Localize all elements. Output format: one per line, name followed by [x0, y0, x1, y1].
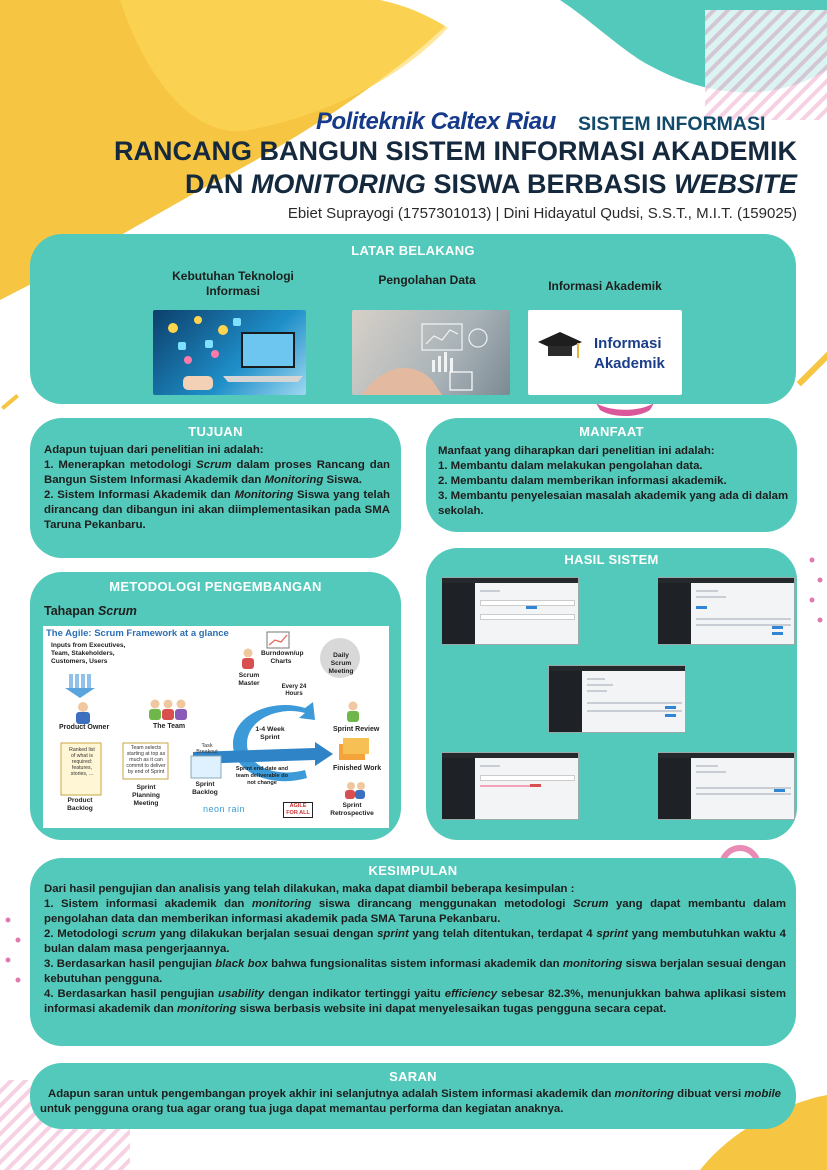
image-caption: Akademik	[594, 355, 665, 372]
diagram-label-finished-work: Finished Work	[333, 765, 382, 772]
data-processing-image	[352, 310, 510, 395]
tujuan-title: TUJUAN	[188, 424, 243, 439]
diagram-label-sprint-backlog: Sprint Backlog	[192, 781, 218, 796]
system-screenshot	[441, 752, 579, 820]
lb-item-label: Pengolahan Data	[378, 273, 476, 287]
system-screenshot	[548, 665, 686, 733]
hasil-sistem-title: HASIL SISTEM	[564, 552, 659, 567]
image-caption: Informasi	[594, 335, 662, 352]
kesimpulan-title: KESIMPULAN	[368, 863, 458, 878]
diagram-brand-agile: AGILE FOR ALL	[283, 802, 313, 818]
scrum-framework-diagram	[43, 626, 389, 828]
kesimpulan-panel	[30, 858, 796, 1046]
saran-text: Adapun saran untuk pengembangan proyek akhir ini selanjutnya adalah Sistem informasi akademik dan monitoring dibuat versi mobile untuk pengguna orang tua agar orang tua juga dapat memantau performa dan kegiatan anaknya.	[40, 1088, 781, 1115]
diagram-label-sprint-planning: Sprint Planning Meeting	[132, 784, 160, 807]
system-screenshot	[441, 577, 579, 645]
manfaat-title: MANFAAT	[579, 424, 644, 439]
system-screenshot	[657, 577, 795, 645]
institution-logo: Politeknik Caltex Riau	[316, 108, 556, 135]
poster-title-line2: DAN MONITORING SISWA BERBASIS WEBSITE	[184, 169, 797, 199]
diagram-brand-neon-rain: neon rain	[203, 804, 246, 814]
technology-image	[153, 310, 306, 395]
authors: Ebiet Suprayogi (1757301013) | Dini Hidayatul Qudsi, S.S.T., M.I.T. (159025)	[287, 205, 797, 222]
diagram-label-scrum-master: Scrum Master	[238, 672, 260, 687]
tujuan-text: Adapun tujuan dari penelitian ini adalah: 1. Menerapkan metodologi Scrum dalam proses Rancang dan Bangun Sistem Informasi Akademik dan Monitoring Siswa. 2. Sistem Informasi Akademik dan Monitoring Siswa yang telah dirancang dan dibangun ini akan diimplementasikan pada SMA Taruna Pekanbaru.	[44, 444, 390, 531]
diagram-label-every-24: Every 24 Hours	[281, 684, 307, 697]
diagram-label-ranked-list: Ranked list of what is required: features, stories, ...	[69, 747, 95, 777]
diagram-label-product-owner: Product Owner	[59, 724, 110, 731]
diagram-label-burndown: Burndown/up Charts	[261, 650, 304, 665]
manfaat-panel	[426, 418, 797, 532]
diagram-label-daily-scrum: Daily Scrum Meeting	[328, 652, 354, 675]
diagram-label-team: The Team	[153, 723, 186, 730]
program-name: SISTEM INFORMASI	[578, 113, 766, 135]
lb-item-label: Kebutuhan Teknologi Informasi	[172, 269, 294, 298]
diagram-label-sprint-end: Sprint end date and team deliverable do not change	[235, 766, 289, 786]
diagram-label-sprint-retro: Sprint Retrospective	[330, 802, 374, 817]
diagram-label-team-selects: Team selects starting at top as much as it can commit to deliver by end of Sprint	[126, 745, 166, 775]
latar-belakang-title: LATAR BELAKANG	[351, 243, 475, 258]
informasi-akademik-image	[528, 310, 682, 395]
tujuan-panel	[30, 418, 401, 558]
system-screenshot	[657, 752, 795, 820]
poster-title-line1: RANCANG BANGUN SISTEM INFORMASI AKADEMIK	[114, 136, 797, 166]
manfaat-text: Manfaat yang diharapkan dari penelitian ini adalah: 1. Membantu dalam melakukan pengolahan data. 2. Membantu dalam memberikan informasi akademik. 3. Membantu penyelesaian masalah akademik yang ada di dalam sekolah.	[438, 445, 789, 517]
diagram-label-task-breakout: Task Breakout	[196, 743, 218, 755]
diagram-heading: The Agile: Scrum Framework at a glance	[46, 628, 229, 639]
kesimpulan-text: Dari hasil pengujian dan analisis yang telah dilakukan, maka dapat diambil beberapa kesimpulan : 1. Sistem informasi akademik dan monitoring siswa dirancang menggunakan metodologi Scrum yang dapat membantu dalam pengolahan data dan memberikan informasi akademik pada SMA Taruna Pekanbaru. 2. Metodologi scrum yang dilakukan berjalan sesuai dengan sprint yang telah ditentukan, terdapat 4 sprint yang membutuhkan waktu 4 bulan dalam masa pengerjaannya. 3. Berdasarkan hasil pengujian black box bahwa fungsionalitas sistem informasi akademik dan monitoring siswa berjalan sesuai dengan kebutuhan pengguna. 4. Berdasarkan hasil pengujian usability dengan indikator tertinggi yaitu efficiency sebesar 82.3%, menunjukkan bahwa aplikasi sistem informasi akademik dan monitoring siswa berbasis website ini dapat menyelesaikan tugas pengguna secara cepat.	[44, 883, 787, 1015]
diagram-label-product-backlog: Product Backlog	[67, 797, 93, 812]
latar-belakang-panel	[30, 234, 796, 404]
diagram-label-sprint-length: 1-4 Week Sprint	[255, 726, 285, 741]
saran-panel	[30, 1063, 796, 1129]
diagram-label-sprint-review: Sprint Review	[333, 726, 380, 733]
lb-item-label: Informasi Akademik	[548, 279, 662, 293]
diagram-inputs: Inputs from Executives, Team, Stakeholders, Customers, Users	[51, 642, 126, 665]
saran-title: SARAN	[389, 1069, 437, 1084]
metodologi-title: METODOLOGI PENGEMBANGAN	[109, 579, 322, 594]
metodologi-subtitle: Tahapan Scrum	[44, 604, 137, 618]
